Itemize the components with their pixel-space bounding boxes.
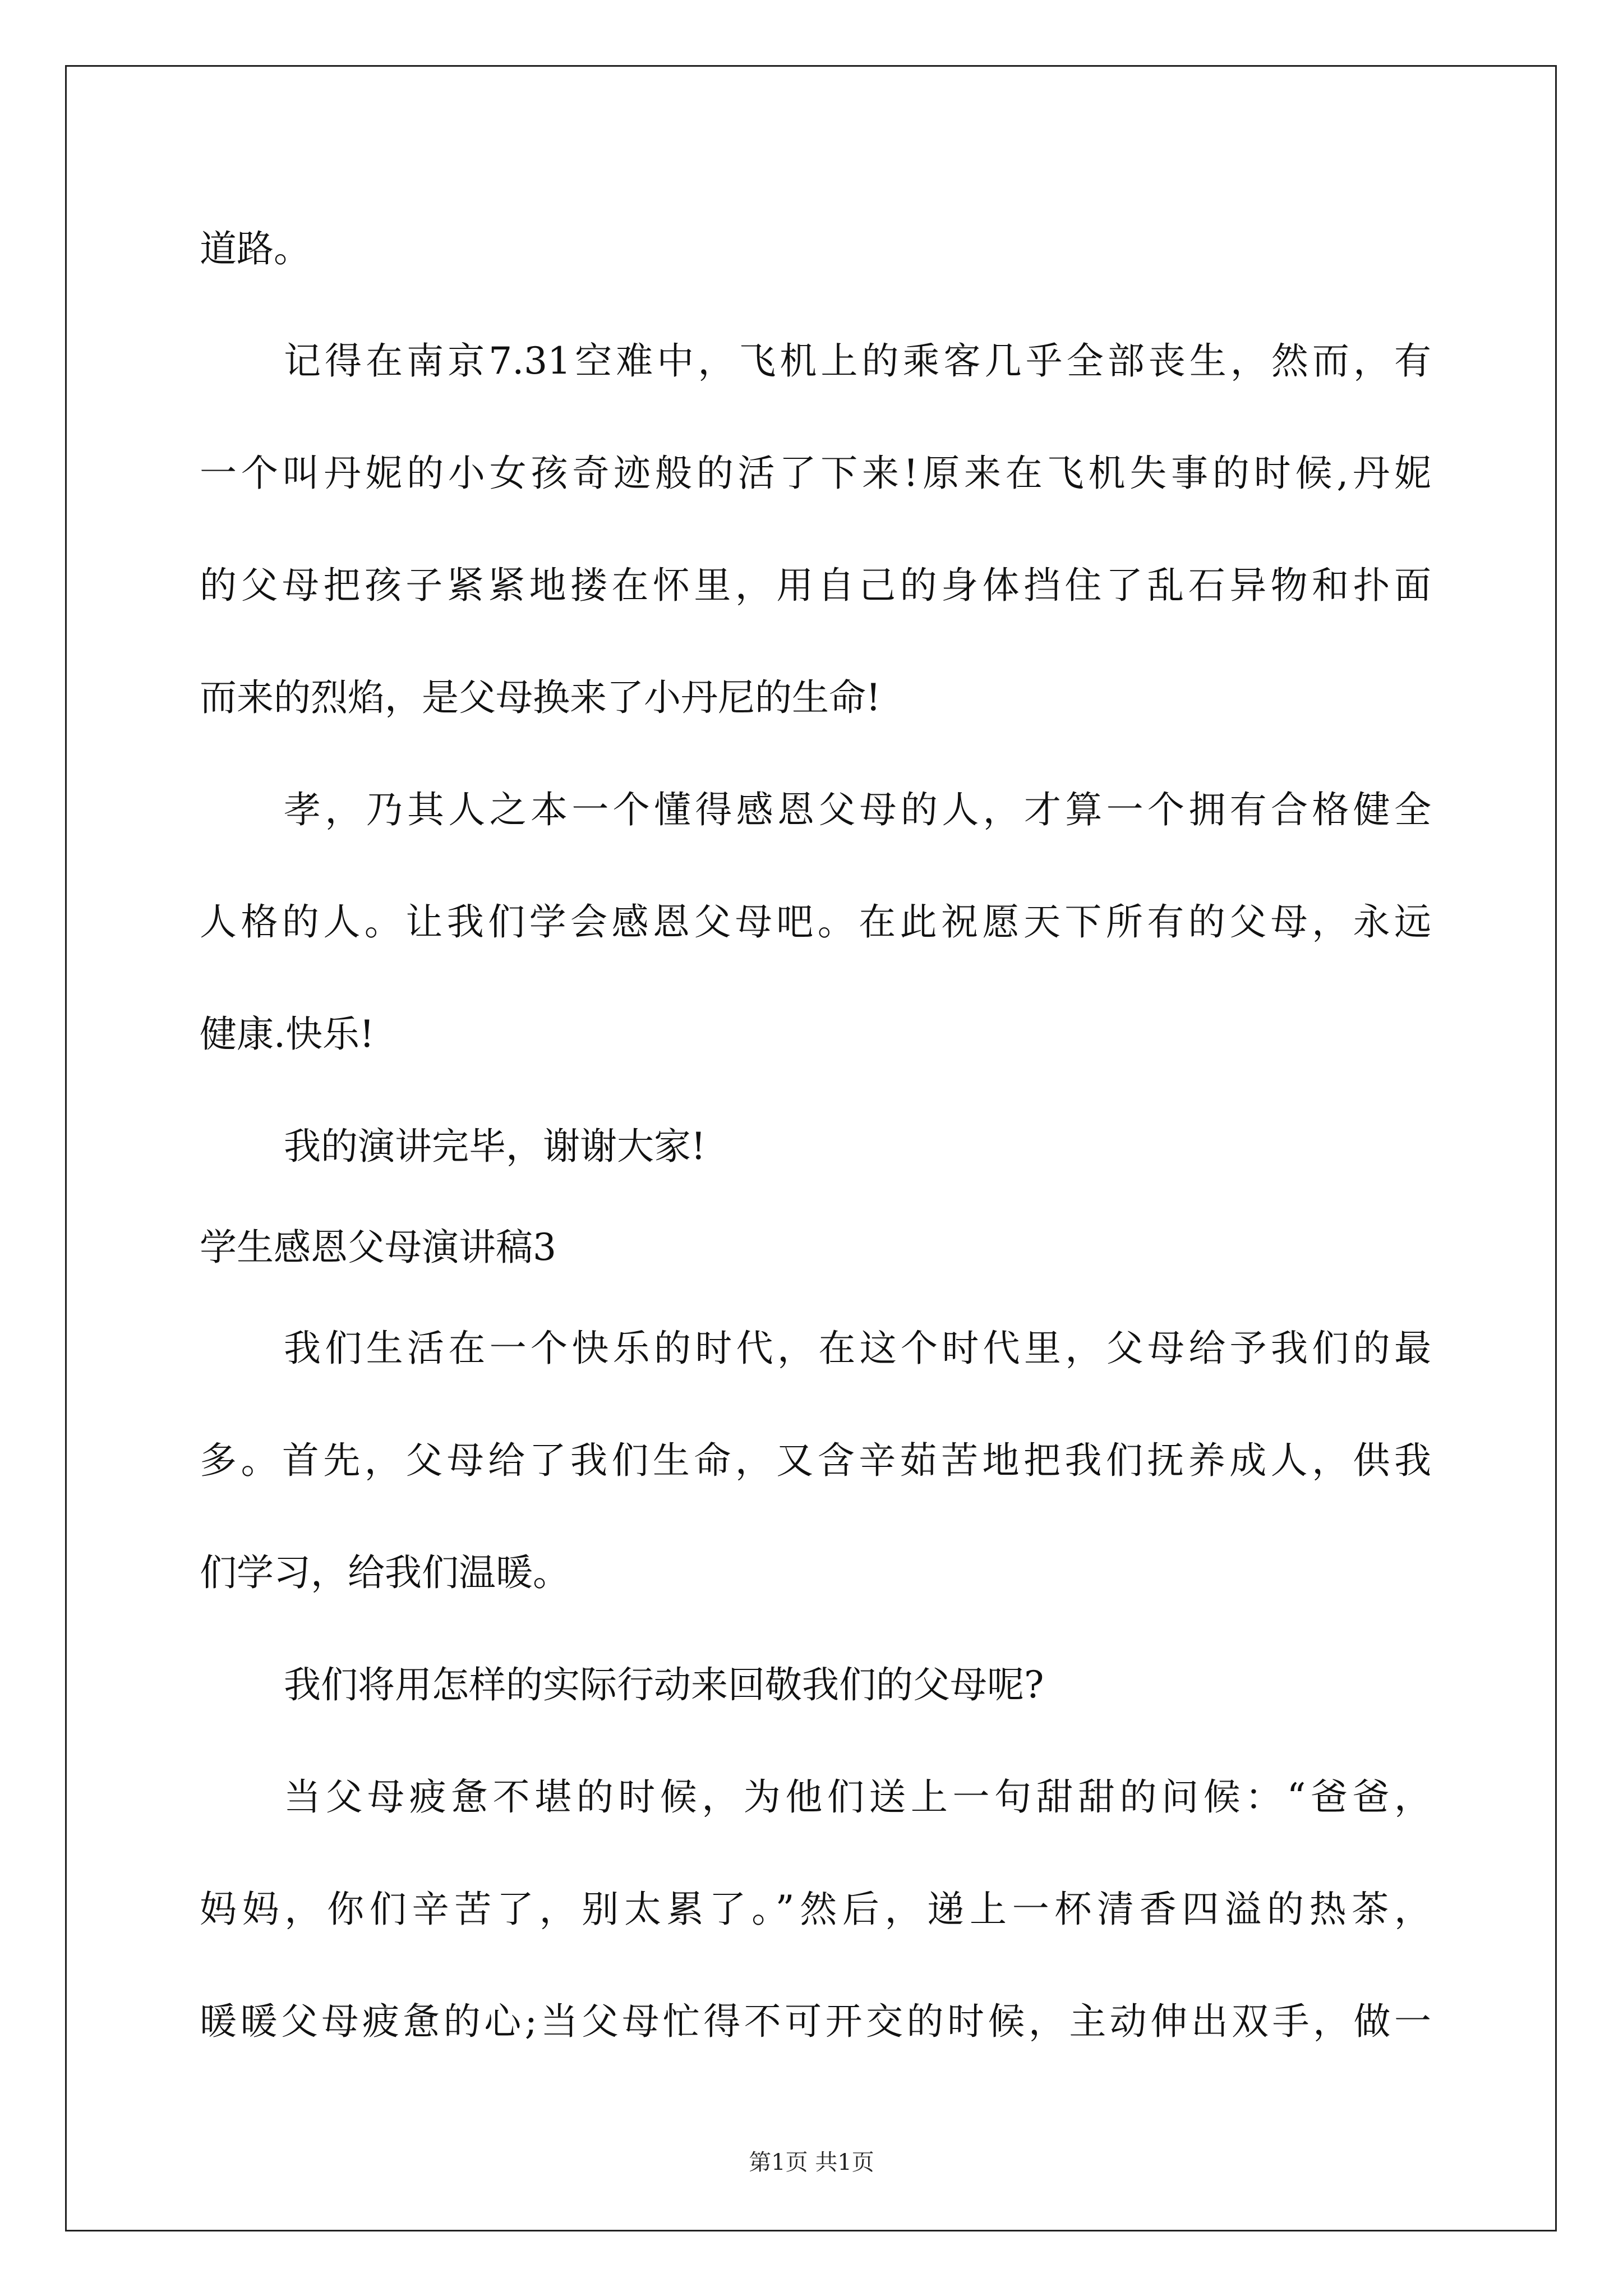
text-line: 的父母把孩子紧紧地搂在怀里，用自己的身体挡住了乱石异物和扑面: [200, 564, 1431, 607]
paragraph-first-line: 我的演讲完毕，谢谢大家!: [284, 1125, 706, 1168]
page-number-footer: 第1页 共1页: [749, 2150, 874, 2175]
section-heading: 学生感恩父母演讲稿3: [200, 1226, 556, 1269]
paragraph-first-line: 孝，乃其人之本一个懂得感恩父母的人，才算一个拥有合格健全: [284, 788, 1431, 831]
paragraph-first-line: 我们生活在一个快乐的时代，在这个时代里，父母给予我们的最: [284, 1327, 1431, 1370]
text-line: 道路。: [200, 227, 311, 270]
paragraph-first-line: 当父母疲惫不堪的时候，为他们送上一句甜甜的问候：“爸爸，: [284, 1775, 1431, 1819]
paragraph-first-line: 记得在南京7.31空难中，飞机上的乘客几乎全部丧生，然而，有: [284, 339, 1431, 383]
text-line: 一个叫丹妮的小女孩奇迹般的活了下来!原来在飞机失事的时候,丹妮: [200, 452, 1431, 495]
text-line: 多。首先，父母给了我们生命，又含辛茹苦地把我们抚养成人，供我: [200, 1439, 1431, 1482]
paragraph-first-line: 我们将用怎样的实际行动来回敬我们的父母呢?: [284, 1663, 1044, 1706]
text-line: 健康.快乐!: [200, 1013, 375, 1056]
text-line: 而来的烈焰，是父母换来了小丹尼的生命!: [200, 676, 881, 719]
text-line: 暖暖父母疲惫的心;当父母忙得不可开交的时候，主动伸出双手，做一: [200, 2000, 1431, 2043]
text-line: 们学习，给我们温暖。: [200, 1551, 570, 1594]
text-line: 妈妈，你们辛苦了，别太累了。”然后，递上一杯清香四溢的热茶，: [200, 1888, 1431, 1931]
text-line: 人格的人。让我们学会感恩父母吧。在此祝愿天下所有的父母，永远: [200, 900, 1431, 944]
